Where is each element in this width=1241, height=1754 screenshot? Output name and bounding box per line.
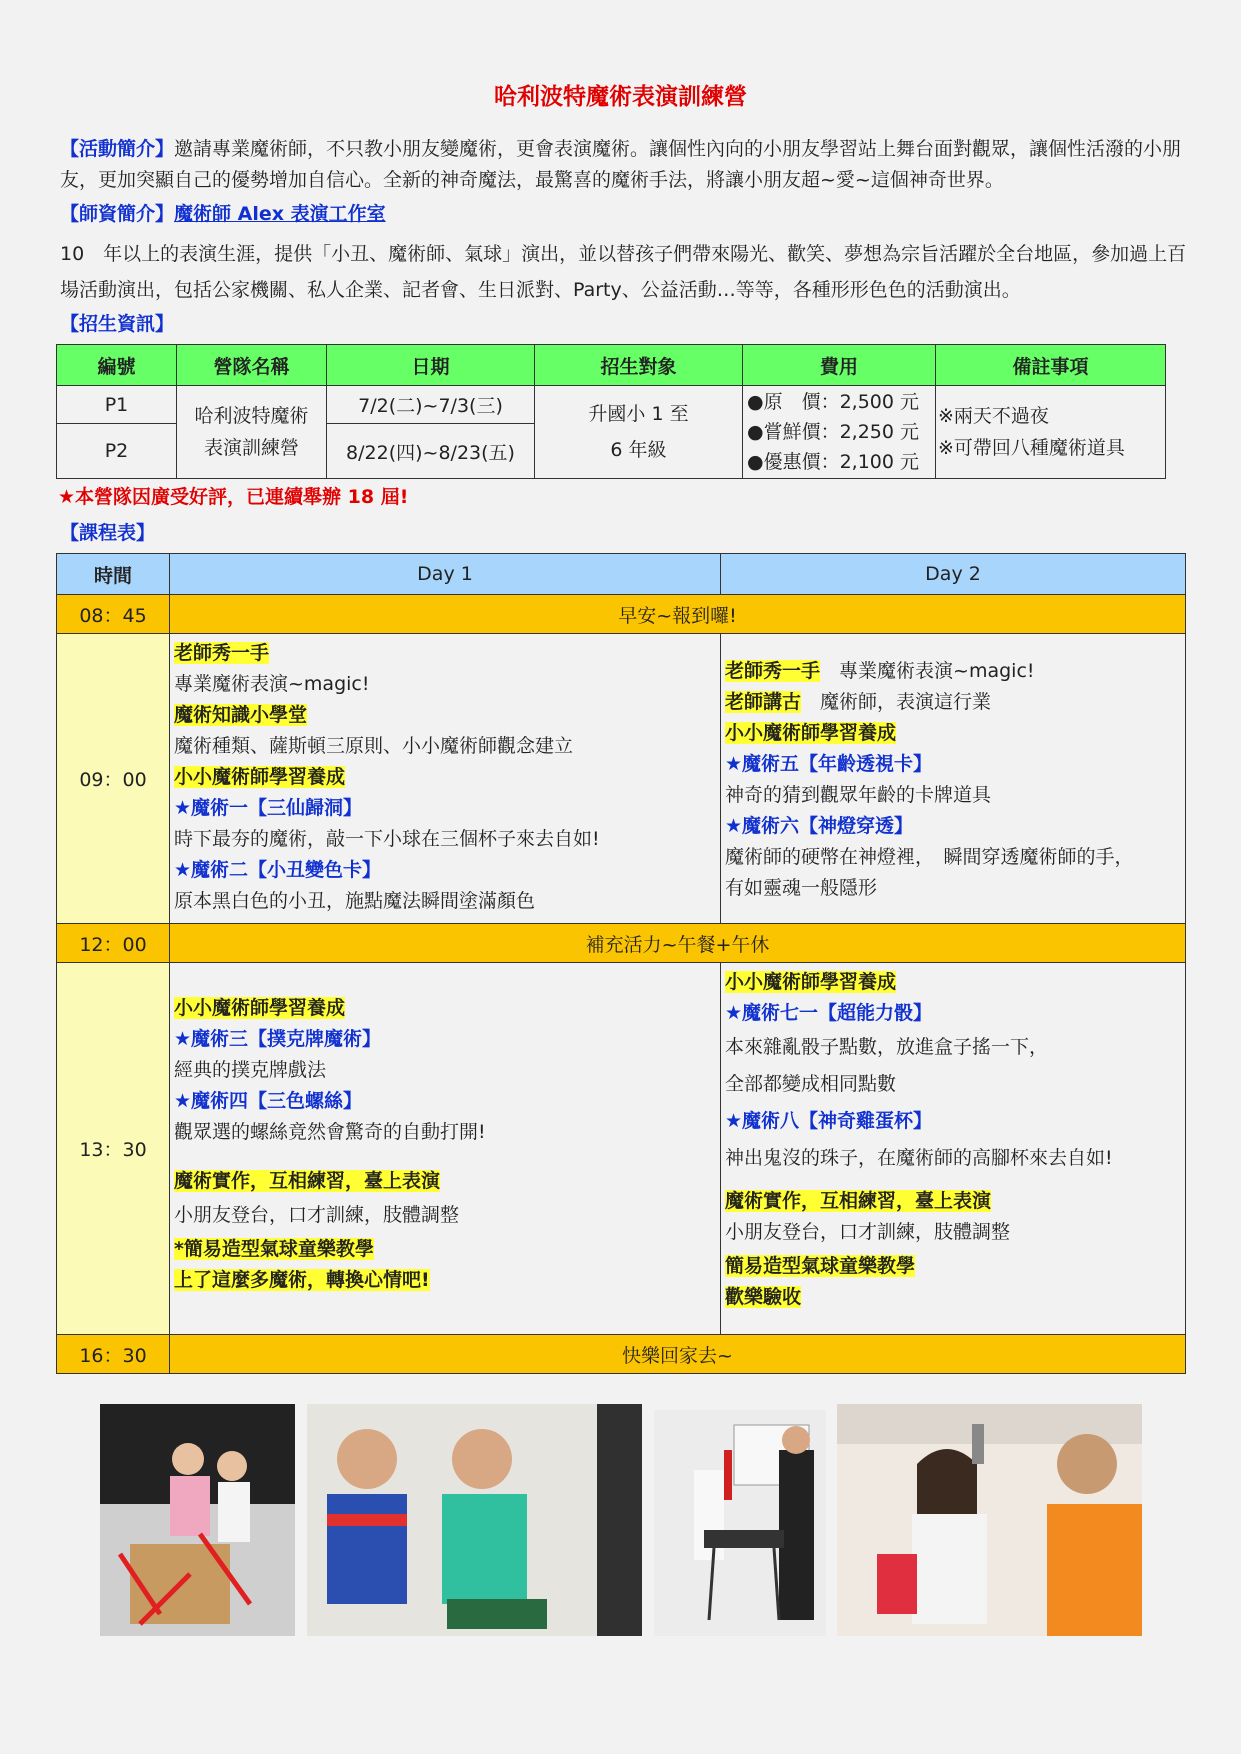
highlight: 小小魔術師學習養成 bbox=[174, 997, 346, 1019]
highlight: 魔術實作，互相練習，臺上表演 bbox=[174, 1170, 441, 1192]
line: 本來雜亂骰子點數，放進盒子搖一下， bbox=[725, 1036, 1049, 1058]
magic-item: ★魔術二【小丑變色卡】 bbox=[174, 859, 382, 881]
highlight: 歡樂驗收 bbox=[725, 1286, 802, 1308]
highlight: 老師秀一手 bbox=[725, 660, 821, 682]
highlight: 小小魔術師學習養成 bbox=[725, 722, 897, 744]
enroll-date: 7/2(二)~7/3(三) bbox=[327, 386, 535, 424]
magic-item: ★魔術三【撲克牌魔術】 bbox=[174, 1028, 382, 1050]
schedule-label: 【課程表】 bbox=[60, 522, 156, 544]
enroll-id: P2 bbox=[57, 424, 177, 479]
teacher-name: 魔術師 Alex 表演工作室 bbox=[174, 203, 386, 225]
fee-line: ●優惠價：2,100 元 bbox=[747, 451, 920, 473]
highlight: 小小魔術師學習養成 bbox=[174, 766, 346, 788]
intro-text: 邀請專業魔術師，不只教小朋友變魔術，更會表演魔術。讓個性內向的小朋友學習站上舞台面對觀眾，讓個性活潑的小朋友，更加突顯自己的優勢增加自信心。全新的神奇魔法，最驚喜的魔術手法，將讓小朋友超~愛~這個神奇世界。 bbox=[60, 138, 1182, 191]
line: 觀眾選的螺絲竟然會驚奇的自動打開! bbox=[174, 1121, 486, 1143]
line: 神出鬼沒的珠子，在魔術師的高腳杯來去自如! bbox=[725, 1147, 1113, 1169]
highlight: 小小魔術師學習養成 bbox=[725, 971, 897, 993]
photo-magician-stage bbox=[654, 1410, 826, 1636]
enroll-fees bbox=[743, 386, 936, 479]
photo-girl-cards bbox=[837, 1404, 1142, 1636]
enroll-header: 備註事項 bbox=[936, 345, 1166, 386]
time-cell: 13：30 bbox=[57, 963, 170, 1335]
enroll-header: 費用 bbox=[743, 345, 936, 386]
camp-name-line: 表演訓練營 bbox=[203, 437, 299, 459]
magic-item: ★魔術六【神燈穿透】 bbox=[725, 815, 914, 837]
teacher-heading bbox=[60, 199, 1190, 230]
schedule-header-day2: Day 2 bbox=[721, 554, 1186, 595]
schedule-banner: 補充活力~午餐+午休 bbox=[170, 924, 1186, 963]
highlight: *簡易造型氣球童樂教學 bbox=[174, 1238, 374, 1260]
award-note: ★本營隊因廣受好評，已連續舉辦 18 屆! bbox=[58, 486, 409, 508]
highlight: 魔術知識小學堂 bbox=[174, 704, 308, 726]
schedule-banner: 早安~報到囉! bbox=[170, 595, 1186, 634]
schedule-banner: 快樂回家去~ bbox=[170, 1335, 1186, 1374]
afternoon-day1 bbox=[170, 963, 721, 1335]
line: 魔術種類、薩斯頓三原則、小小魔術師觀念建立 bbox=[174, 735, 574, 757]
magic-item: ★魔術一【三仙歸洞】 bbox=[174, 797, 363, 819]
magic-item: ★魔術四【三色螺絲】 bbox=[174, 1090, 363, 1112]
teacher-text: 10 年以上的表演生涯，提供「小丑、魔術師、氣球」演出，並以替孩子們帶來陽光、歡笑、夢想為宗旨活躍於全台地區，參加過上百場活動演出，包括公家機關、私人企業、記者會、生日派對、Party、公益活動…等等，各種形形色色的活動演出。 bbox=[60, 243, 1187, 301]
schedule-table bbox=[56, 553, 1186, 1374]
enroll-label: 【招生資訊】 bbox=[60, 313, 175, 335]
morning-day2 bbox=[721, 634, 1186, 924]
line: 神奇的猜到觀眾年齡的卡牌道具 bbox=[725, 784, 992, 806]
highlight: 老師秀一手 bbox=[174, 642, 270, 664]
enroll-header: 招生對象 bbox=[535, 345, 743, 386]
line: 魔術師，表演這行業 bbox=[820, 691, 992, 713]
line: 時下最夯的魔術，敲一下小球在三個杯子來去自如! bbox=[174, 828, 600, 850]
schedule-header-day1: Day 1 bbox=[170, 554, 721, 595]
enroll-date: 8/22(四)~8/23(五) bbox=[327, 424, 535, 479]
enroll-header: 日期 bbox=[327, 345, 535, 386]
note-line: ※兩天不過夜 bbox=[938, 405, 1049, 427]
intro-section bbox=[60, 134, 1190, 196]
schedule-header-time: 時間 bbox=[57, 554, 170, 595]
line: 小朋友登台，口才訓練，肢體調整 bbox=[174, 1204, 460, 1226]
camp-name-line: 哈利波特魔術 bbox=[194, 405, 309, 427]
line: 有如靈魂一般隱形 bbox=[725, 877, 878, 899]
morning-day1 bbox=[170, 634, 721, 924]
magic-item: ★魔術七一【超能力骰】 bbox=[725, 1002, 933, 1024]
line: 專業魔術表演~magic! bbox=[174, 673, 370, 695]
teacher-label: 【師資簡介】 bbox=[60, 203, 175, 225]
intro-label: 【活動簡介】 bbox=[60, 138, 175, 160]
line: 專業魔術表演~magic! bbox=[839, 660, 1035, 682]
highlight: 魔術實作，互相練習，臺上表演 bbox=[725, 1190, 992, 1212]
magic-item: ★魔術五【年齡透視卡】 bbox=[725, 753, 933, 775]
highlight: 上了這麼多魔術，轉換心情吧! bbox=[174, 1269, 430, 1291]
afternoon-day2 bbox=[721, 963, 1186, 1335]
enroll-target bbox=[535, 386, 743, 479]
fee-line: ●嘗鮮價：2,250 元 bbox=[747, 421, 920, 443]
line: 原本黑白色的小丑，施點魔法瞬間塗滿顏色 bbox=[174, 890, 536, 912]
time-cell: 08：45 bbox=[57, 595, 170, 634]
enroll-notes bbox=[936, 386, 1166, 479]
target-line: 6 年級 bbox=[610, 439, 667, 461]
time-cell: 12：00 bbox=[57, 924, 170, 963]
enroll-table bbox=[56, 344, 1166, 479]
highlight: 簡易造型氣球童樂教學 bbox=[725, 1255, 916, 1277]
line: 全部都變成相同點數 bbox=[725, 1073, 897, 1095]
enroll-id: P1 bbox=[57, 386, 177, 424]
note-line: ※可帶回八種魔術道具 bbox=[938, 437, 1125, 459]
target-line: 升國小 1 至 bbox=[588, 403, 689, 425]
line: 魔術師的硬幣在神燈裡， 瞬間穿透魔術師的手， bbox=[725, 846, 1134, 868]
enroll-header: 營隊名稱 bbox=[177, 345, 327, 386]
time-cell: 16：30 bbox=[57, 1335, 170, 1374]
line: 小朋友登台，口才訓練，肢體調整 bbox=[725, 1221, 1011, 1243]
highlight: 老師講古 bbox=[725, 691, 802, 713]
fee-line: ●原 價：2,500 元 bbox=[747, 391, 920, 413]
photo-kids-box bbox=[100, 1404, 295, 1636]
camp-name bbox=[177, 386, 327, 479]
page-title: 哈利波特魔術表演訓練營 bbox=[494, 84, 747, 110]
enroll-header: 編號 bbox=[57, 345, 177, 386]
line: 經典的撲克牌戲法 bbox=[174, 1059, 327, 1081]
photo-boys-microphone bbox=[307, 1404, 642, 1636]
time-cell: 09：00 bbox=[57, 634, 170, 924]
magic-item: ★魔術八【神奇雞蛋杯】 bbox=[725, 1110, 933, 1132]
